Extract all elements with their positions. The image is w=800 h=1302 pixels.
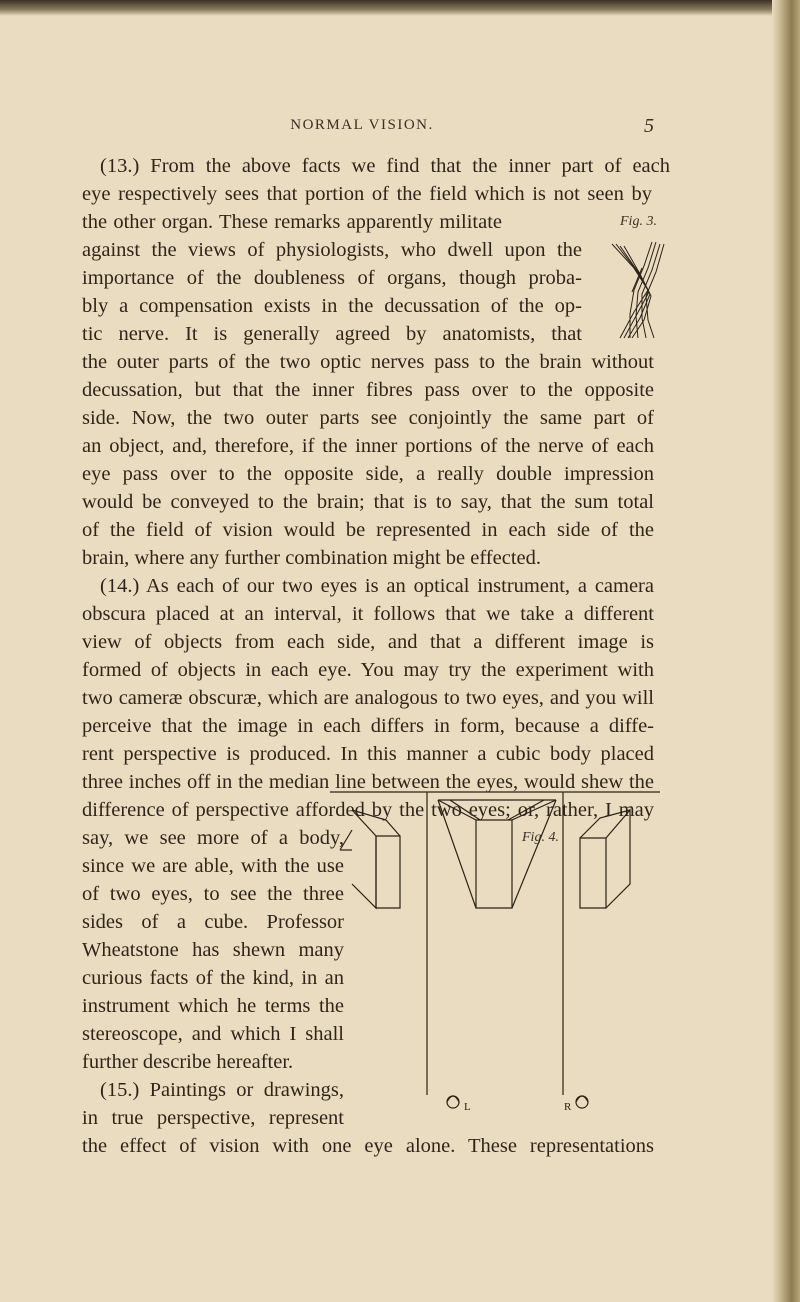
- text-line: say, we see more of a body,: [82, 827, 344, 849]
- text-line: in true perspective, represent: [82, 1107, 344, 1129]
- page-binding-edge: [772, 0, 800, 1302]
- page-number: 5: [644, 115, 654, 137]
- text-line: eye pass over to the opposite side, a really double impression: [82, 463, 654, 485]
- text-line: instrument which he terms the: [82, 995, 344, 1017]
- text-line: brain, where any further combination might be effected.: [82, 547, 541, 569]
- text-line: the outer parts of the two optic nerves pass to the brain without: [82, 351, 654, 373]
- text-line: of two eyes, to see the three: [82, 883, 344, 905]
- text-line: side. Now, the two outer parts see conjointly the same part of: [82, 407, 654, 429]
- text-line: difference of perspective afforded by the two eyes; or, rather, I may: [82, 799, 654, 821]
- text-line: sides of a cube. Professor: [82, 911, 344, 933]
- fig4-label: Fig. 4.: [522, 830, 559, 845]
- text-line: tic nerve. It is generally agreed by anatomists, that: [82, 323, 582, 345]
- text-line: obscura placed at an interval, it follows that we take a different: [82, 603, 654, 625]
- text-line: eye respectively sees that portion of the field which is not seen by: [82, 183, 652, 205]
- page-top-edge: [0, 0, 800, 16]
- text-line: three inches off in the median line between the eyes, would shew the: [82, 771, 654, 793]
- running-head: NORMAL VISION.: [290, 117, 434, 133]
- text-line: Wheatstone has shewn many: [82, 939, 344, 961]
- text-line: perceive that the image in each differs in form, because a diffe-: [82, 715, 654, 737]
- text-line: (15.) Paintings or drawings,: [100, 1079, 344, 1101]
- fig4-letter-left: L: [464, 1101, 471, 1113]
- text-line: bly a compensation exists in the decussation of the op-: [82, 295, 582, 317]
- fig3-label: Fig. 3.: [620, 214, 657, 229]
- text-line: (13.) From the above facts we find that the inner part of each: [100, 155, 670, 177]
- text-line: decussation, but that the inner fibres pass over to the opposite: [82, 379, 654, 401]
- text-line: stereoscope, and which I shall: [82, 1023, 344, 1045]
- text-line: two cameræ obscuræ, which are analogous to two eyes, and you will: [82, 687, 654, 709]
- text-line: of the field of vision would be represented in each side of the: [82, 519, 654, 541]
- text-line: the effect of vision with one eye alone. These representations: [82, 1135, 654, 1157]
- text-line: against the views of physiologists, who dwell upon the: [82, 239, 582, 261]
- text-line: since we are able, with the use: [82, 855, 344, 877]
- fig4-cube-perspective-diagram: [330, 790, 660, 1130]
- fig3-decussation-diagram: [608, 238, 668, 342]
- fig4-letter-right: R: [564, 1101, 572, 1113]
- text-line: (14.) As each of our two eyes is an optical instrument, a camera: [100, 575, 654, 597]
- page-header: [70, 117, 654, 143]
- text-line: formed of objects in each eye. You may try the experiment with: [82, 659, 654, 681]
- text-line: curious facts of the kind, in an: [82, 967, 344, 989]
- text-line: an object, and, therefore, if the inner portions of the nerve of each: [82, 435, 654, 457]
- text-line: rent perspective is produced. In this manner a cubic body placed: [82, 743, 654, 765]
- text-line: view of objects from each side, and that a different image is: [82, 631, 654, 653]
- text-line: importance of the doubleness of organs, though proba-: [82, 267, 582, 289]
- text-line: the other organ. These remarks apparently militate: [82, 211, 502, 233]
- text-line: would be conveyed to the brain; that is to say, that the sum total: [82, 491, 654, 513]
- text-line: further describe hereafter.: [82, 1051, 294, 1073]
